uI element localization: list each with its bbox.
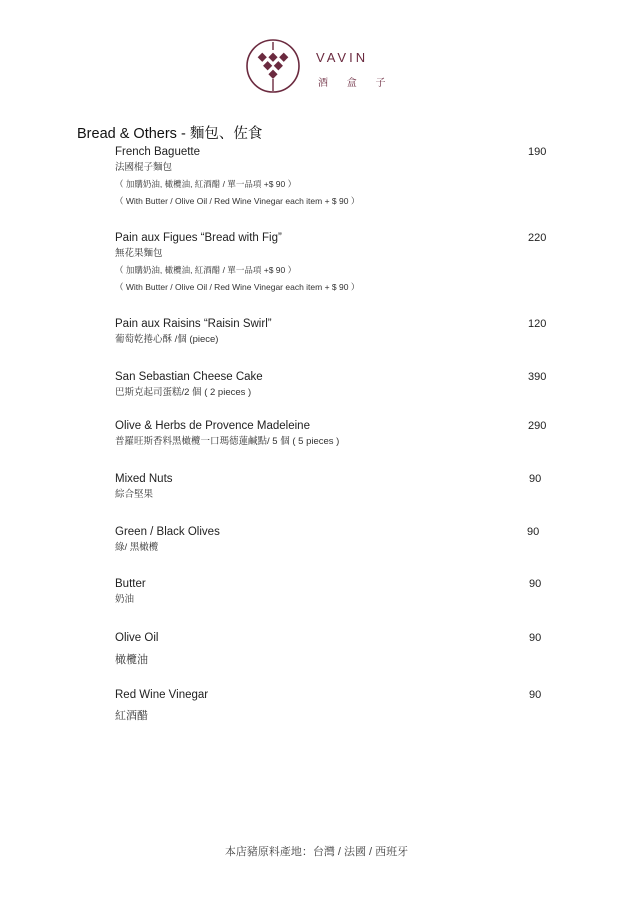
item-note: （ With Butter / Olive Oil / Red Wine Vinegar each item + $ 90 ） bbox=[115, 196, 360, 206]
section-title: Bread & Others - 麵包、佐食 bbox=[77, 126, 263, 142]
item-name: Red Wine Vinegar bbox=[115, 689, 209, 701]
item-price: 290 bbox=[528, 420, 547, 432]
item-name: Mixed Nuts bbox=[115, 473, 173, 485]
item-chinese-name: 橄欖油 bbox=[115, 654, 148, 666]
menu-item-french-baguette bbox=[115, 144, 555, 210]
brand-name: VAVIN bbox=[316, 50, 369, 65]
item-chinese-name: 普羅旺斯香料黑橄欖一口瑪德蓮鹹點/ 5 個 ( 5 pieces ) bbox=[115, 436, 340, 447]
item-name: Olive & Herbs de Provence Madeleine bbox=[115, 420, 310, 432]
item-chinese-name: 綠/ 黑橄欖 bbox=[115, 542, 159, 553]
item-price: 220 bbox=[528, 232, 547, 244]
menu-item-mixed-nuts bbox=[115, 471, 555, 503]
item-note: （ 加購奶油, 橄欖油, 紅酒醋 / 單一品項 +$ 90 ） bbox=[115, 265, 297, 275]
item-name: Pain aux Figues “Bread with Fig” bbox=[115, 232, 282, 244]
item-chinese-name: 奶油 bbox=[115, 594, 135, 605]
brand-subtitle: 酒 盒 子 bbox=[318, 78, 394, 89]
menu-item-red-wine-vinegar bbox=[115, 687, 555, 726]
menu-item-cheese-cake bbox=[115, 369, 555, 401]
item-name: Green / Black Olives bbox=[115, 526, 220, 538]
menu-item-pain-aux-raisins bbox=[115, 316, 555, 348]
menu-item-butter bbox=[115, 576, 555, 608]
item-price: 120 bbox=[528, 318, 547, 330]
item-price: 390 bbox=[528, 371, 547, 383]
grape-emblem-icon bbox=[245, 38, 305, 98]
item-note: （ 加購奶油, 橄欖油, 紅酒醋 / 單一品項 +$ 90 ） bbox=[115, 179, 297, 189]
item-name: San Sebastian Cheese Cake bbox=[115, 371, 263, 383]
item-price: 90 bbox=[529, 632, 542, 644]
menu-item-olives bbox=[115, 524, 555, 556]
item-chinese-name: 巴斯克起司蛋糕/2 個 ( 2 pieces ) bbox=[115, 387, 252, 398]
item-name: Pain aux Raisins “Raisin Swirl” bbox=[115, 318, 272, 330]
item-name: Olive Oil bbox=[115, 632, 159, 644]
item-note: （ With Butter / Olive Oil / Red Wine Vinegar each item + $ 90 ） bbox=[115, 282, 360, 292]
item-price: 90 bbox=[529, 578, 542, 590]
menu-item-madeleine bbox=[115, 418, 555, 450]
item-price: 90 bbox=[527, 526, 540, 538]
item-price: 90 bbox=[529, 473, 542, 485]
brand-logo bbox=[245, 38, 394, 94]
menu-item-pain-aux-figues bbox=[115, 230, 555, 296]
item-price: 190 bbox=[528, 146, 547, 158]
item-name: French Baguette bbox=[115, 146, 201, 158]
item-price: 90 bbox=[529, 689, 542, 701]
item-chinese-name: 無花果麵包 bbox=[115, 248, 163, 259]
item-chinese-name: 紅酒醋 bbox=[115, 710, 148, 722]
menu-item-olive-oil bbox=[115, 630, 555, 670]
origin-footnote: 本店豬原料產地：台灣 / 法國 / 西班牙 bbox=[224, 846, 409, 858]
item-chinese-name: 綜合堅果 bbox=[115, 489, 154, 500]
item-chinese-name: 葡萄乾捲心酥 /個 (piece) bbox=[115, 334, 219, 345]
item-name: Butter bbox=[115, 578, 146, 590]
item-chinese-name: 法國棍子麵包 bbox=[115, 162, 173, 173]
